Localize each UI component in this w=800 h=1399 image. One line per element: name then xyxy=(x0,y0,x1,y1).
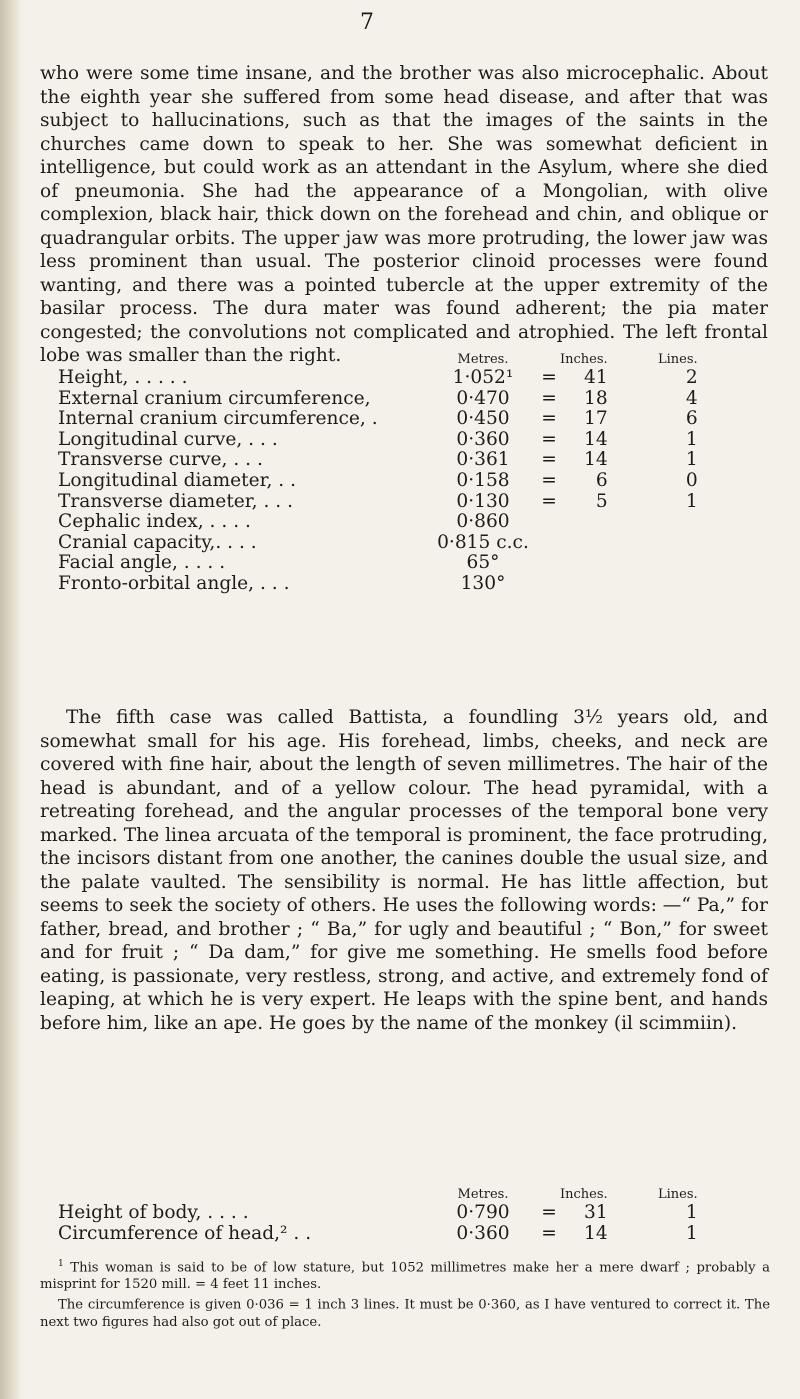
cell-inches: 41 xyxy=(584,367,608,388)
cell-metres: 130° xyxy=(460,572,506,594)
cell-inches: 18 xyxy=(584,387,608,409)
cell-metres: 65° xyxy=(466,552,500,574)
cell-lines xyxy=(608,574,704,595)
table-header-row xyxy=(58,352,704,368)
cell-equals: = xyxy=(541,387,557,409)
row-label: Circumference of head,² . . xyxy=(58,1222,312,1244)
cell-lines: 1 xyxy=(685,428,698,450)
cell-lines xyxy=(608,533,704,554)
table-row xyxy=(58,450,704,471)
cell-lines: 6 xyxy=(685,408,698,430)
cell-metres: 0·790 xyxy=(456,1202,510,1223)
footnote-mark: 1 xyxy=(58,1259,64,1269)
cell-lines: 2 xyxy=(685,367,698,388)
cell-equals: = xyxy=(541,490,557,512)
table-row xyxy=(58,430,704,451)
cell-equals: = xyxy=(541,469,557,491)
row-label: Fronto-orbital angle, . . . xyxy=(58,572,290,594)
row-label: Internal cranium circumference, . xyxy=(58,408,378,430)
cell-inches: 14 xyxy=(584,449,608,471)
cell-lines xyxy=(608,553,704,574)
table-row xyxy=(58,574,704,595)
cell-metres: 0·360 xyxy=(456,428,510,450)
cell-metres: 1·052¹ xyxy=(452,367,514,388)
cell-inches: 5 xyxy=(595,490,608,512)
header-lines: Lines. xyxy=(658,1187,698,1202)
row-label: Longitudinal curve, . . . xyxy=(58,428,278,450)
cell-lines: 4 xyxy=(685,387,698,409)
cell-metres: 0·360 xyxy=(456,1222,510,1244)
table-row xyxy=(58,368,704,389)
cell-lines xyxy=(608,512,704,533)
cell-inches: 14 xyxy=(584,1222,608,1244)
page-edge-shadow xyxy=(0,0,22,1399)
header-metres: Metres. xyxy=(457,352,509,367)
table-row xyxy=(58,1224,704,1245)
cell-metres: 0·158 xyxy=(456,469,510,491)
cell-equals: = xyxy=(541,1202,557,1223)
cell-metres: 0·815 c.c. xyxy=(437,531,529,553)
cell-lines: 1 xyxy=(685,1202,698,1223)
cell-inches xyxy=(560,553,608,574)
cell-lines: 1 xyxy=(685,1222,698,1244)
footnote xyxy=(40,1256,770,1293)
row-label: Height of body, . . . . xyxy=(58,1202,249,1223)
cell-lines: 1 xyxy=(685,449,698,471)
cell-equals: = xyxy=(541,1222,557,1244)
cell-inches xyxy=(560,512,608,533)
paragraph-fifth-case: The fifth case was called Battista, a foundling 3½ years old, and somewhat small for his age. His forehead, limbs, cheeks, and neck are covered with fine hair, about the length of seven millimetres. The hair of the head is abundant, and of a yellow colour. The head pyramidal, with a retreating forehead, and the angular processes of the temporal bone very marked. The linea arcuata of the temporal is prominent, the face protruding, the incisors distant from one another, the canines double the usual size, and the palate vaulted. The sensibility is normal. He has little affection, but seems to seek the society of others. He uses the following words: —“ Pa,” for father, bread, and brother ; “ Ba,” for ugly and beautiful ; “ Bon,” for sweet and for fruit ; “ Da dam,” for give me something. He smells food before eating, is passionate, very restless, strong, and active, and extremely fond of leaping, at which he is very expert. He leaps with the spine bent, and hands before him, like an ape. He goes by the name of the monkey (il scimmiin). xyxy=(40,707,768,1034)
row-label: Facial angle, . . . . xyxy=(58,552,226,574)
cell-equals: = xyxy=(541,367,557,388)
footnotes xyxy=(40,1256,770,1331)
cell-equals xyxy=(538,553,560,574)
paragraph-case-description: who were some time insane, and the brother was also microcephalic. About the eighth year she suffered from some head disease, and after that was subject to hallucinations, such as that the images of the saints in the churches came down to speak to her. She was somewhat deficient in intelligence, but could work as an attendant in the Asylum, where she died of pneumonia. She had the appearance of a Mongolian, with olive complexion, black hair, thick down on the forehead and chin, and oblique or quadrangular orbits. The upper jaw was more protruding, the lower jaw was less prominent than usual. The posterior clinoid processes were found wanting, and there was a pointed tubercle at the upper extremity of the basilar process. The dura mater was found adherent; the pia mater congested; the convolutions not complicated and atrophied. The left frontal lobe was smaller than the right. xyxy=(40,63,768,366)
table-header-row xyxy=(58,1187,704,1203)
header-metres: Metres. xyxy=(457,1187,509,1202)
cell-metres: 0·361 xyxy=(456,449,510,471)
cell-inches xyxy=(560,574,608,595)
footnote-text: This woman is said to be of low stature, but 1052 millimetres make her a mere dwarf ; probably a misprint for 1520 mill. = 4 feet 11 inches. xyxy=(40,1260,770,1293)
measurements-table-2 xyxy=(58,1187,704,1244)
cell-equals xyxy=(538,533,560,554)
cell-inches: 14 xyxy=(584,428,608,450)
table-row xyxy=(58,512,704,533)
cell-inches: 6 xyxy=(595,469,608,491)
cell-equals xyxy=(538,574,560,595)
table-row xyxy=(58,1203,704,1224)
cell-inches: 17 xyxy=(584,408,608,430)
cell-metres: 0·860 xyxy=(456,511,510,533)
row-label: Transverse curve, . . . xyxy=(58,449,263,471)
table-row xyxy=(58,553,704,574)
page-number: 7 xyxy=(360,10,374,35)
table-row xyxy=(58,492,704,513)
footnote-text: The circumference is given 0·036 = 1 inch 3 lines. It must be 0·360, as I have ventured to correct it. The next two figures had also got out of place. xyxy=(40,1297,770,1330)
header-lines: Lines. xyxy=(658,352,698,367)
row-label: External cranium circumference, xyxy=(58,387,371,409)
measurements-table-1 xyxy=(58,352,704,595)
header-inches: Inches. xyxy=(560,1187,608,1202)
row-label: Height, . . . . . xyxy=(58,367,188,388)
row-label: Longitudinal diameter, . . xyxy=(58,469,297,491)
cell-metres: 0·450 xyxy=(456,408,510,430)
row-label: Transverse diameter, . . . xyxy=(58,490,294,512)
cell-equals: = xyxy=(541,449,557,471)
table-row xyxy=(58,409,704,430)
cell-equals: = xyxy=(541,408,557,430)
row-label: Cranial capacity,. . . . xyxy=(58,531,257,553)
row-label: Cephalic index, . . . . xyxy=(58,511,251,533)
cell-equals xyxy=(538,512,560,533)
cell-inches xyxy=(560,533,608,554)
book-page xyxy=(40,0,780,1399)
cell-metres: 0·130 xyxy=(456,490,510,512)
cell-lines: 0 xyxy=(685,469,698,491)
cell-lines: 1 xyxy=(685,490,698,512)
table-row xyxy=(58,389,704,410)
header-inches: Inches. xyxy=(560,352,608,367)
cell-equals: = xyxy=(541,428,557,450)
table-row xyxy=(58,471,704,492)
footnote xyxy=(40,1293,770,1330)
cell-metres: 0·470 xyxy=(456,387,510,409)
table-row xyxy=(58,533,704,554)
cell-inches: 31 xyxy=(584,1202,608,1223)
